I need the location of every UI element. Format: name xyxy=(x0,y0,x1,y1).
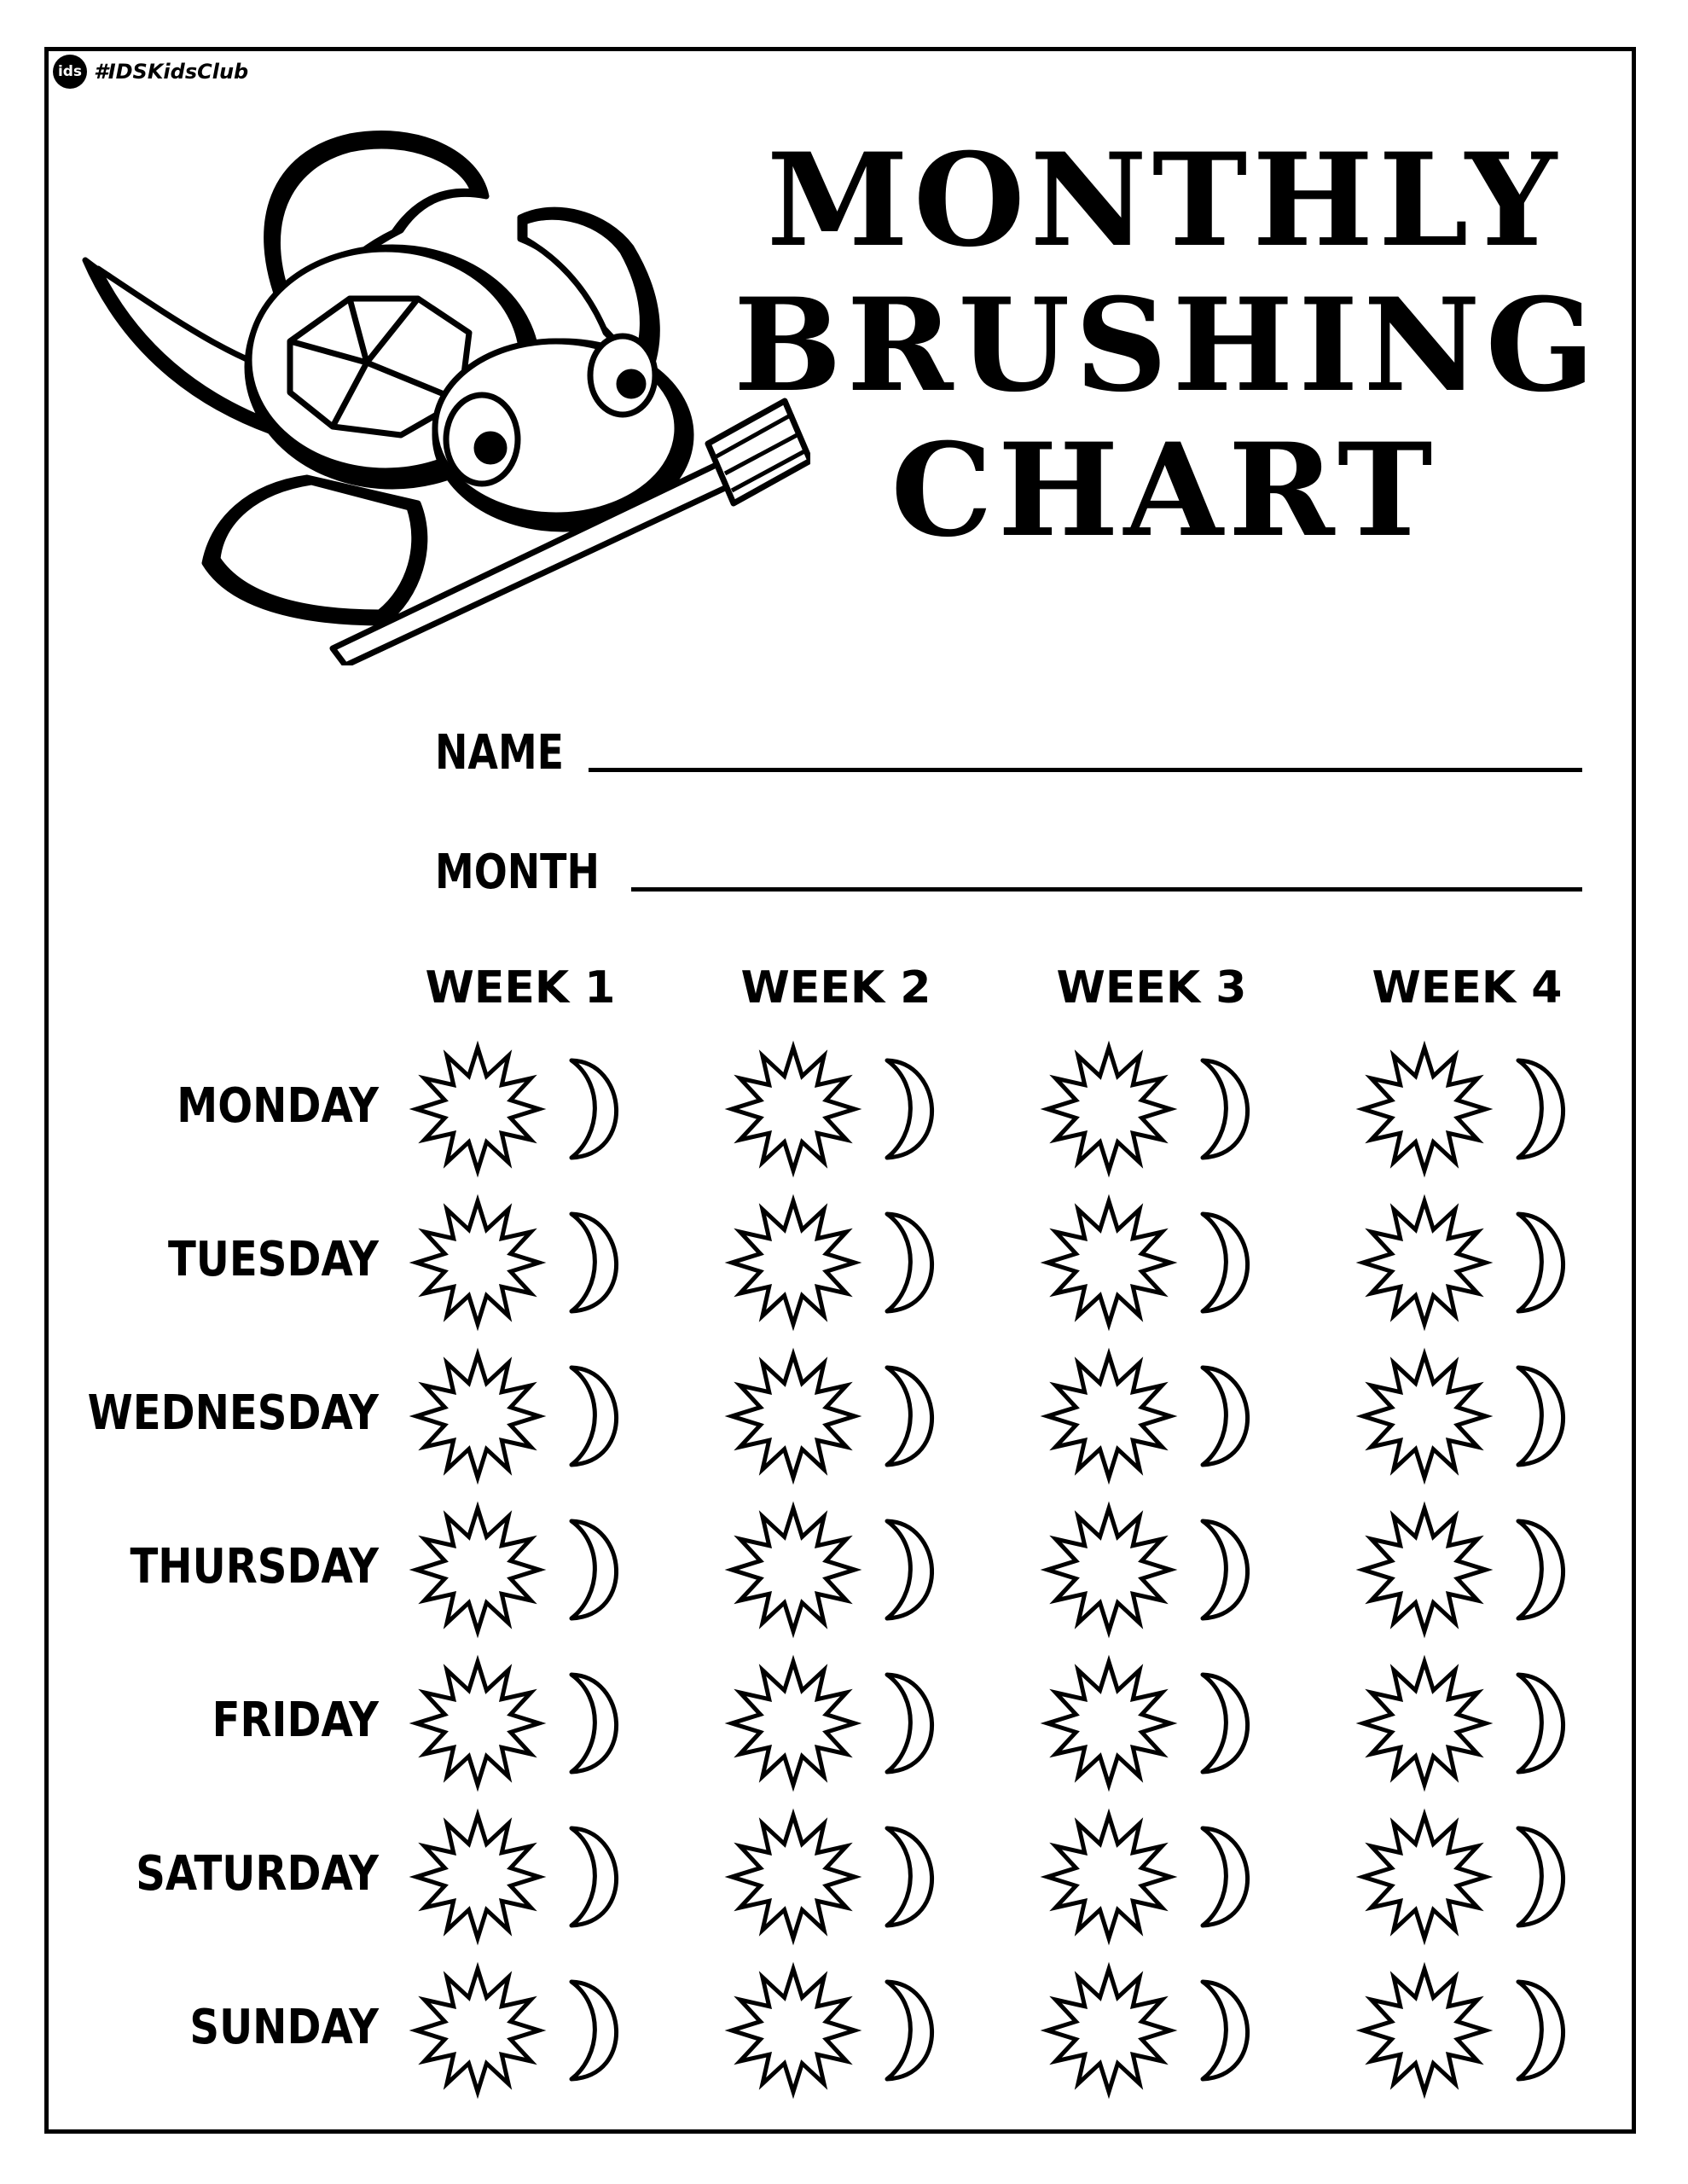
moon-icon xyxy=(1203,1982,1248,2079)
sun-icon xyxy=(416,1969,539,2092)
sun-icon xyxy=(416,1815,539,1938)
sun-checkbox-sunday-week-1[interactable] xyxy=(414,1966,542,2094)
sun-checkbox-friday-week-1[interactable] xyxy=(414,1659,542,1787)
sun-icon xyxy=(416,1355,539,1478)
week-4-header: WEEK 4 xyxy=(1372,962,1563,1014)
sun-icon xyxy=(1047,1508,1170,1631)
moon-checkbox-monday-week-2[interactable] xyxy=(870,1054,955,1165)
sun-checkbox-tuesday-week-4[interactable] xyxy=(1360,1199,1488,1327)
sun-checkbox-thursday-week-2[interactable] xyxy=(729,1506,857,1634)
moon-checkbox-friday-week-2[interactable] xyxy=(870,1668,955,1779)
moon-icon xyxy=(571,1214,617,1311)
sun-checkbox-saturday-week-4[interactable] xyxy=(1360,1813,1488,1941)
sun-icon xyxy=(1363,1201,1486,1324)
moon-checkbox-tuesday-week-1[interactable] xyxy=(554,1207,640,1318)
sun-icon xyxy=(1363,1508,1486,1631)
sun-checkbox-thursday-week-1[interactable] xyxy=(414,1506,542,1634)
sun-icon xyxy=(1047,1662,1170,1785)
sun-checkbox-friday-week-2[interactable] xyxy=(729,1659,857,1787)
sun-icon xyxy=(1047,1201,1170,1324)
sun-checkbox-tuesday-week-3[interactable] xyxy=(1045,1199,1173,1327)
sun-icon xyxy=(416,1662,539,1785)
moon-icon xyxy=(1518,1675,1563,1772)
day-label-sunday: SUNDAY xyxy=(189,2000,379,2055)
moon-icon xyxy=(571,1828,617,1926)
sun-icon xyxy=(416,1201,539,1324)
week-1-header: WEEK 1 xyxy=(425,962,616,1014)
brand-hashtag: #IDSKidsClub xyxy=(94,60,249,84)
sun-icon xyxy=(1363,1815,1486,1938)
sun-icon xyxy=(732,1969,855,2092)
moon-checkbox-sunday-week-3[interactable] xyxy=(1186,1975,1271,2086)
title-line-chart: CHART xyxy=(890,415,1438,566)
moon-checkbox-tuesday-week-2[interactable] xyxy=(870,1207,955,1318)
moon-checkbox-saturday-week-3[interactable] xyxy=(1186,1821,1271,1932)
name-line[interactable] xyxy=(589,768,1582,772)
sun-icon xyxy=(1047,1048,1170,1170)
name-field[interactable] xyxy=(435,725,1582,781)
moon-icon xyxy=(1518,1368,1563,1465)
title-line-monthly: MONTHLY xyxy=(766,125,1563,276)
moon-checkbox-monday-week-4[interactable] xyxy=(1501,1054,1586,1165)
sun-checkbox-sunday-week-2[interactable] xyxy=(729,1966,857,2094)
moon-icon xyxy=(571,1982,617,2079)
week-2-header: WEEK 2 xyxy=(740,962,931,1014)
sun-checkbox-friday-week-4[interactable] xyxy=(1360,1659,1488,1787)
moon-checkbox-wednesday-week-1[interactable] xyxy=(554,1361,640,1472)
sun-icon xyxy=(416,1048,539,1170)
moon-checkbox-friday-week-3[interactable] xyxy=(1186,1668,1271,1779)
moon-icon xyxy=(1518,1060,1563,1158)
day-label-thursday: THURSDAY xyxy=(130,1539,380,1594)
month-line[interactable] xyxy=(631,887,1582,892)
moon-icon xyxy=(1203,1521,1248,1618)
moon-checkbox-monday-week-3[interactable] xyxy=(1186,1054,1271,1165)
moon-icon xyxy=(1203,1828,1248,1926)
sun-icon xyxy=(732,1201,855,1324)
sun-icon xyxy=(732,1048,855,1170)
moon-checkbox-thursday-week-1[interactable] xyxy=(554,1514,640,1625)
moon-icon xyxy=(571,1675,617,1772)
moon-icon xyxy=(571,1368,617,1465)
sun-icon xyxy=(1363,1662,1486,1785)
turtle-toothbrush-illustration xyxy=(77,119,810,665)
moon-icon xyxy=(887,1521,932,1618)
sun-icon xyxy=(1047,1815,1170,1938)
moon-checkbox-wednesday-week-3[interactable] xyxy=(1186,1361,1271,1472)
sun-checkbox-wednesday-week-4[interactable] xyxy=(1360,1352,1488,1480)
moon-icon xyxy=(1518,1214,1563,1311)
sun-checkbox-tuesday-week-2[interactable] xyxy=(729,1199,857,1327)
moon-checkbox-thursday-week-2[interactable] xyxy=(870,1514,955,1625)
moon-checkbox-saturday-week-1[interactable] xyxy=(554,1821,640,1932)
moon-checkbox-friday-week-4[interactable] xyxy=(1501,1668,1586,1779)
moon-icon xyxy=(1518,1828,1563,1926)
moon-icon xyxy=(887,1060,932,1158)
sun-icon xyxy=(1047,1969,1170,2092)
moon-checkbox-monday-week-1[interactable] xyxy=(554,1054,640,1165)
moon-icon xyxy=(1203,1060,1248,1158)
sun-checkbox-saturday-week-2[interactable] xyxy=(729,1813,857,1941)
sun-icon xyxy=(1047,1355,1170,1478)
sun-icon xyxy=(732,1508,855,1631)
sun-checkbox-sunday-week-3[interactable] xyxy=(1045,1966,1173,2094)
sun-checkbox-tuesday-week-1[interactable] xyxy=(414,1199,542,1327)
sun-checkbox-thursday-week-4[interactable] xyxy=(1360,1506,1488,1634)
month-field[interactable] xyxy=(435,845,1582,900)
moon-icon xyxy=(571,1521,617,1618)
sun-icon xyxy=(1363,1969,1486,2092)
name-label: NAME xyxy=(435,725,565,781)
moon-icon xyxy=(887,1828,932,1926)
moon-icon xyxy=(887,1368,932,1465)
sun-checkbox-monday-week-3[interactable] xyxy=(1045,1045,1173,1173)
title-line-brushing: BRUSHING xyxy=(734,270,1600,421)
sun-icon xyxy=(732,1662,855,1785)
moon-checkbox-saturday-week-4[interactable] xyxy=(1501,1821,1586,1932)
moon-icon xyxy=(1518,1521,1563,1618)
moon-checkbox-wednesday-week-2[interactable] xyxy=(870,1361,955,1472)
month-label: MONTH xyxy=(435,845,600,900)
sun-icon xyxy=(732,1355,855,1478)
sun-checkbox-monday-week-4[interactable] xyxy=(1360,1045,1488,1173)
day-label-saturday: SATURDAY xyxy=(136,1846,379,1902)
moon-icon xyxy=(571,1060,617,1158)
brand-logo xyxy=(53,53,248,90)
sun-icon xyxy=(1363,1355,1486,1478)
sun-checkbox-monday-week-1[interactable] xyxy=(414,1045,542,1173)
sun-checkbox-wednesday-week-2[interactable] xyxy=(729,1352,857,1480)
brand-badge: ids xyxy=(53,55,87,89)
day-label-friday: FRIDAY xyxy=(212,1693,379,1748)
moon-checkbox-sunday-week-4[interactable] xyxy=(1501,1975,1586,2086)
sun-checkbox-sunday-week-4[interactable] xyxy=(1360,1966,1488,2094)
sun-checkbox-friday-week-3[interactable] xyxy=(1045,1659,1173,1787)
sun-icon xyxy=(1363,1048,1486,1170)
sun-checkbox-saturday-week-1[interactable] xyxy=(414,1813,542,1941)
moon-checkbox-thursday-week-3[interactable] xyxy=(1186,1514,1271,1625)
moon-checkbox-tuesday-week-3[interactable] xyxy=(1186,1207,1271,1318)
moon-icon xyxy=(887,1214,932,1311)
sun-icon xyxy=(732,1815,855,1938)
moon-checkbox-saturday-week-2[interactable] xyxy=(870,1821,955,1932)
moon-checkbox-sunday-week-2[interactable] xyxy=(870,1975,955,2086)
moon-icon xyxy=(1518,1982,1563,2079)
moon-checkbox-thursday-week-4[interactable] xyxy=(1501,1514,1586,1625)
sun-checkbox-wednesday-week-3[interactable] xyxy=(1045,1352,1173,1480)
moon-icon xyxy=(887,1982,932,2079)
day-label-wednesday: WEDNESDAY xyxy=(87,1385,379,1441)
moon-icon xyxy=(1203,1214,1248,1311)
sun-checkbox-monday-week-2[interactable] xyxy=(729,1045,857,1173)
week-3-header: WEEK 3 xyxy=(1056,962,1247,1014)
chart-title xyxy=(734,125,1600,566)
moon-icon xyxy=(887,1675,932,1772)
day-label-tuesday: TUESDAY xyxy=(167,1232,379,1287)
sun-checkbox-thursday-week-3[interactable] xyxy=(1045,1506,1173,1634)
moon-icon xyxy=(1203,1675,1248,1772)
sun-icon xyxy=(416,1508,539,1631)
sun-checkbox-wednesday-week-1[interactable] xyxy=(414,1352,542,1480)
moon-checkbox-sunday-week-1[interactable] xyxy=(554,1975,640,2086)
day-label-monday: MONDAY xyxy=(177,1078,379,1134)
moon-checkbox-friday-week-1[interactable] xyxy=(554,1668,640,1779)
moon-checkbox-wednesday-week-4[interactable] xyxy=(1501,1361,1586,1472)
moon-icon xyxy=(1203,1368,1248,1465)
sun-checkbox-saturday-week-3[interactable] xyxy=(1045,1813,1173,1941)
moon-checkbox-tuesday-week-4[interactable] xyxy=(1501,1207,1586,1318)
